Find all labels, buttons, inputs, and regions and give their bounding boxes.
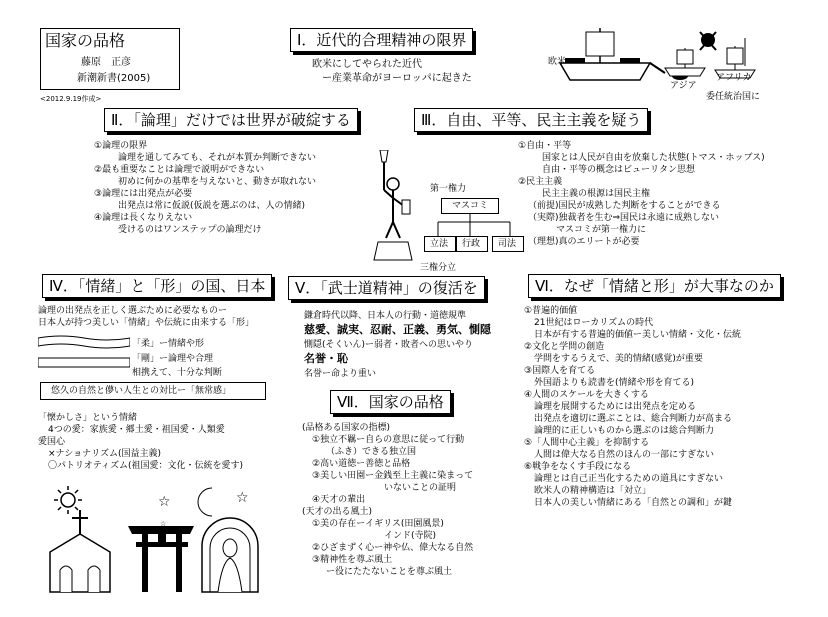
sec3-heading: Ⅲ．自由、平等、民主主義を疑う [414,108,648,132]
sec6-line: 論理を展開するためには出発点を定める [534,402,697,412]
diagram-media-label: マスコミ [452,201,489,211]
sec7-line: (品格ある国家の指標) [302,423,391,433]
sec6-line: 人間は偉大なる自然のほんの一部にすぎない [534,450,715,460]
sec4-line2: 4つの愛：家族愛・郷土愛・祖国愛・人類愛 [48,425,225,435]
sec7-line: ④天才の輩出 [312,495,366,505]
sec7-heading: Ⅶ．国家の品格 [330,390,451,414]
diagram-bottom-label: 三権分立 [420,263,457,273]
sec4-line2: 「懐かしさ」という情緒 [38,413,138,423]
sec2-line: ②最も重要なことは論理で説明ができない [94,165,265,175]
sec4-balance: 相携えて、十分な判断 [132,368,222,378]
sec7-text [302,422,473,578]
mujo-box [40,382,266,400]
sec7-line: ③精神性を尊ぶ風土 [312,555,393,565]
sec3-line: （前提)国民が成熟した判断をすることができる [528,201,721,211]
sec6-heading: Ⅵ．なぜ「情緒と形」が大事なのか [528,274,781,298]
sec4-line2: ×ナショナリズム(国益主義) [48,449,162,459]
diagram-branch-label: 司法 [498,239,517,249]
sec6-line: ⑥戦争をなくす手段になる [524,462,632,472]
sec4-line2: 〇パトリオティズム(祖国愛：文化・伝統を愛す) [48,461,244,471]
sec7-line: （ふき）できる独立国 [326,447,417,457]
sec6-line: 外国語よりも読書を(情緒や形を育てる) [534,378,695,388]
diagram-lines [420,214,530,236]
diagram-branch-label: 行政 [462,239,481,249]
sec7-line: ー役にたたないことを尊ぶ風土 [326,567,453,577]
sec4-heading: Ⅳ．「情緒」と「形」の国、日本 [42,274,272,298]
sec6-line: 論理とは自己正当化するための道具にすぎない [534,474,724,484]
sec4-ju: 「柔」ー情緒や形 [132,339,205,349]
sec4-text2 [38,412,243,472]
sec1-line: ー産業革命がヨーロッパに起きた [322,73,472,84]
sec3-line: ①自由・平等 [518,141,572,151]
diagram-branch-label: 立法 [430,239,449,249]
sec2-line: 出発点は常に仮説(仮説を選ぶのは、人の情緒) [118,201,306,211]
ships-illustration [540,18,810,108]
sec5-honor: 名誉・恥 [304,352,348,365]
sec5-line2: 惻隠(そくいん)ー弱者・敗者への思いやり [304,340,474,350]
sec3-line: （実際)独裁者を生む⇒国民は永遠に成熟しない [528,213,720,223]
sec3-line: 民主主義の根源は国民主権 [542,189,651,199]
book-author: 藤原 正彦 [81,57,131,68]
sec7-line: ①美の存在ーイギリス(田園風景) [312,519,444,529]
sec4-line: 論理の出発点を正しく選ぶために必要なものー [38,306,228,316]
sec2-line: 受けるのはワンステップの論理だけ [118,225,262,235]
title-box [40,28,180,90]
sec4-go: 「剛」ー論理や合理 [132,354,214,364]
svg-text:☆: ☆ [160,520,167,528]
label-asia: アジア [670,81,697,91]
sec6-line: 欧米人の精神構造は「対立」 [534,486,652,496]
sec6-line: 日本人の美しい情緒にある「自然との調和」が鍵 [534,498,733,508]
sec5-heading: Ⅴ．「武士道精神」の復活を [288,276,485,300]
diagram-branch [424,236,456,252]
sec4-line: 日本人が持つ美しい「情緒」や伝統に由来する「形」 [38,318,255,328]
sec3-line: （理想)真のエリートが必要 [528,237,640,247]
label-africa: アフリカ [716,73,752,83]
sec4-line2: 愛国心 [38,437,66,447]
sec2-line: ③論理には出発点が必要 [94,189,193,199]
sec3-line: 国家とは人民が自由を放棄した状態(トマス・ホッブス) [542,153,765,163]
sec4-intro [38,305,254,329]
sec3-text [518,140,765,248]
sec2-line: ①論理の限界 [94,141,148,151]
svg-text:☆: ☆ [236,490,249,506]
sec3-line: ②民主主義 [518,177,563,187]
sec6-text [524,305,741,509]
sec2-line: 初めに何かの基準を与えないと、動きが取れない [118,177,317,187]
sec6-line: 学問をするうえで、美的情緒(感覚)が重要 [534,354,703,364]
label-west: 欧米 [548,57,567,67]
sec2-line: 論理を通してみても、それが本質か判断できない [118,153,317,163]
sec3-line: 自由・平等の概念はビューリタン思想 [542,165,696,175]
sec5-virtues: 慈愛、誠実、忍耐、正義、勇気、惻隠 [304,323,491,336]
sec6-line: 出発点を適切に選ぶことは、総合判断力が高まる [534,414,733,424]
sec6-line: ④人間のスケールを大きくする [524,390,649,400]
diagram-branch [456,236,488,252]
sec7-line: (天才の出る風土) [302,507,373,517]
church-torii-shrine-illustration [40,482,280,602]
sec5-line1: 鎌倉時代以降、日本人の行動・道徳規準 [304,311,467,321]
sec7-line: ②ひざまずく心ー神や仏、偉大なる自然 [312,543,474,553]
sec1-text [312,58,472,86]
sec2-text [94,140,316,236]
sec7-line: ③美しい田園ー金銭至上主義に染まって [312,471,474,481]
sec6-line: ①普遍的価値 [524,306,578,316]
sec3-line: マスコミが第一権力に [556,225,647,235]
ju-go-bars [38,334,130,374]
sec2-line: ④論理は長くなりえない [94,213,193,223]
liberty-figure [368,150,418,262]
diagram-top-label: 第一権力 [430,184,467,194]
book-publisher: 新潮新書(2005) [77,73,151,84]
date-note: <2012.9.19作成> [40,95,102,103]
label-colony: 委任統治国に [706,92,761,102]
sec6-line: ③国際人を育てる [524,366,596,376]
sec7-line: ②高い道徳ー善徳と品格 [312,459,411,469]
sec6-line: ②文化と学問の創造 [524,342,605,352]
sec2-heading: Ⅱ．「論理」だけでは世界が破綻する [104,108,358,132]
sec7-line: いないことの証明 [384,483,457,493]
book-title: 国家の品格 [45,31,126,50]
sec7-line: インド(寺院) [384,531,437,541]
sec6-line: 論理的に正しいものから選ぶのは総合判断力 [534,426,715,436]
sec1-heading: Ⅰ．近代的合理精神の限界 [290,28,473,52]
diagram-media [441,198,499,214]
svg-text:☆: ☆ [158,494,171,510]
sec6-line: 日本が有する普遍的価値ー美しい情緒・文化・伝統 [534,330,742,340]
sec7-line: ①独立不羈ー自らの意思に従って行動 [312,435,465,445]
sec6-line: 21世紀はローカリズムの時代 [534,318,654,328]
mujo-text: 悠久の自然と儚い人生との対比ー「無常感」 [51,386,232,396]
sec1-line: 欧米にしてやられた近代 [312,59,422,70]
sec5-line3: 名誉ー命より重い [304,369,377,379]
sec6-line: ⑤「人間中心主義」を抑制する [524,438,650,448]
